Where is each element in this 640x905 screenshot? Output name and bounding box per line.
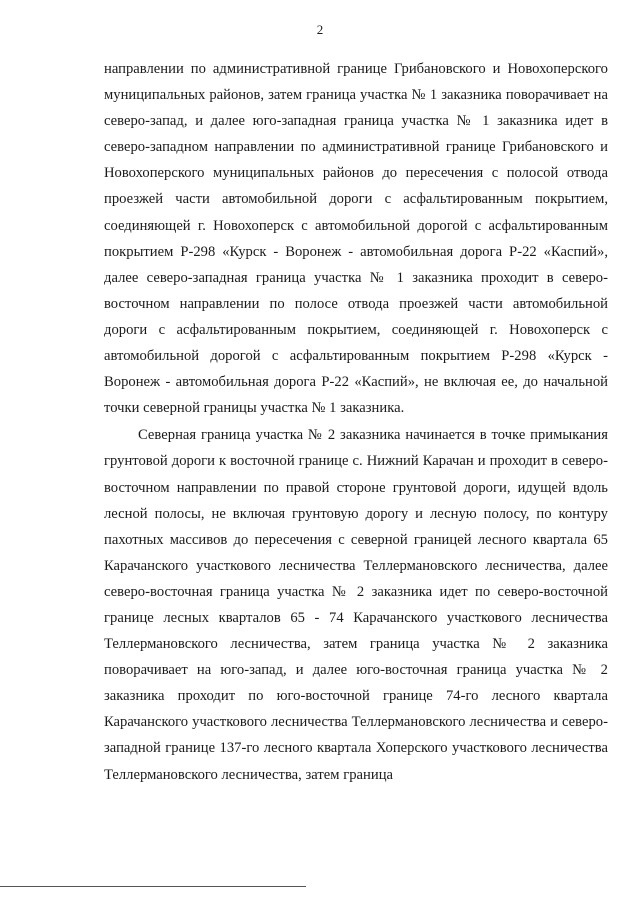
page-number: 2 <box>316 22 324 37</box>
document-body <box>104 56 608 788</box>
paragraph-section-1-boundary: направлении по административной границе Грибановского и Новохоперского муниципальных районов, затем граница участка № 1 заказника поворачивает на северо-запад, и далее юго-западная граница участка № 1 заказника идет в северо-западном направлении по административной границе Грибановского и Новохоперского муниципальных районов до пересечения с полосой отвода проезжей части автомобильной дороги с асфальтированным покрытием, соединяющей г. Новохоперск с автомобильной дорогой с асфальтированным покрытием Р-298 «Курск - Воронеж - автомобильная дорога Р-22 «Каспий», далее северо-западная граница участка № 1 заказника проходит в северо-восточном направлении по полосе отвода проезжей части автомобильной дороги с асфальтированным покрытием, соединяющей г. Новохоперск с автомобильной дорогой с асфальтированным покрытием Р-298 «Курск - Воронеж - автомобильная дорога Р-22 «Каспий», не включая ее, до начальной точки северной границы участка № 1 заказника. <box>104 61 608 417</box>
paragraph-section-2-boundary: Северная граница участка № 2 заказника начинается в точке примыкания грунтовой дороги к восточной границе с. Нижний Карачан и проходит в северо-восточном направлении по правой стороне грунтовой дороги, идущей вдоль лесной полосы, не включая грунтовую дорогу и лесную полосу, по контуру пахотных массивов до пересечения с северной границей лесного квартала 65 Карачанского участкового лесничества Теллермановского лесничества, далее северо-восточная граница участка № 2 заказника идет по северо-восточной границе лесных кварталов 65 - 74 Карачанского участкового лесничества Теллермановского лесничества, затем граница участка № 2 заказника поворачивает на юго-запад, и далее юго-восточная граница участка № 2 заказника проходит по юго-восточной границе 74-го лесного квартала Карачанского участкового лесничества Теллермановского лесничества и северо-западной границе 137-го лесного квартала Хоперского участкового лесничества Теллермановского лесничества, затем граница <box>104 427 608 783</box>
footer-rule <box>0 886 306 887</box>
